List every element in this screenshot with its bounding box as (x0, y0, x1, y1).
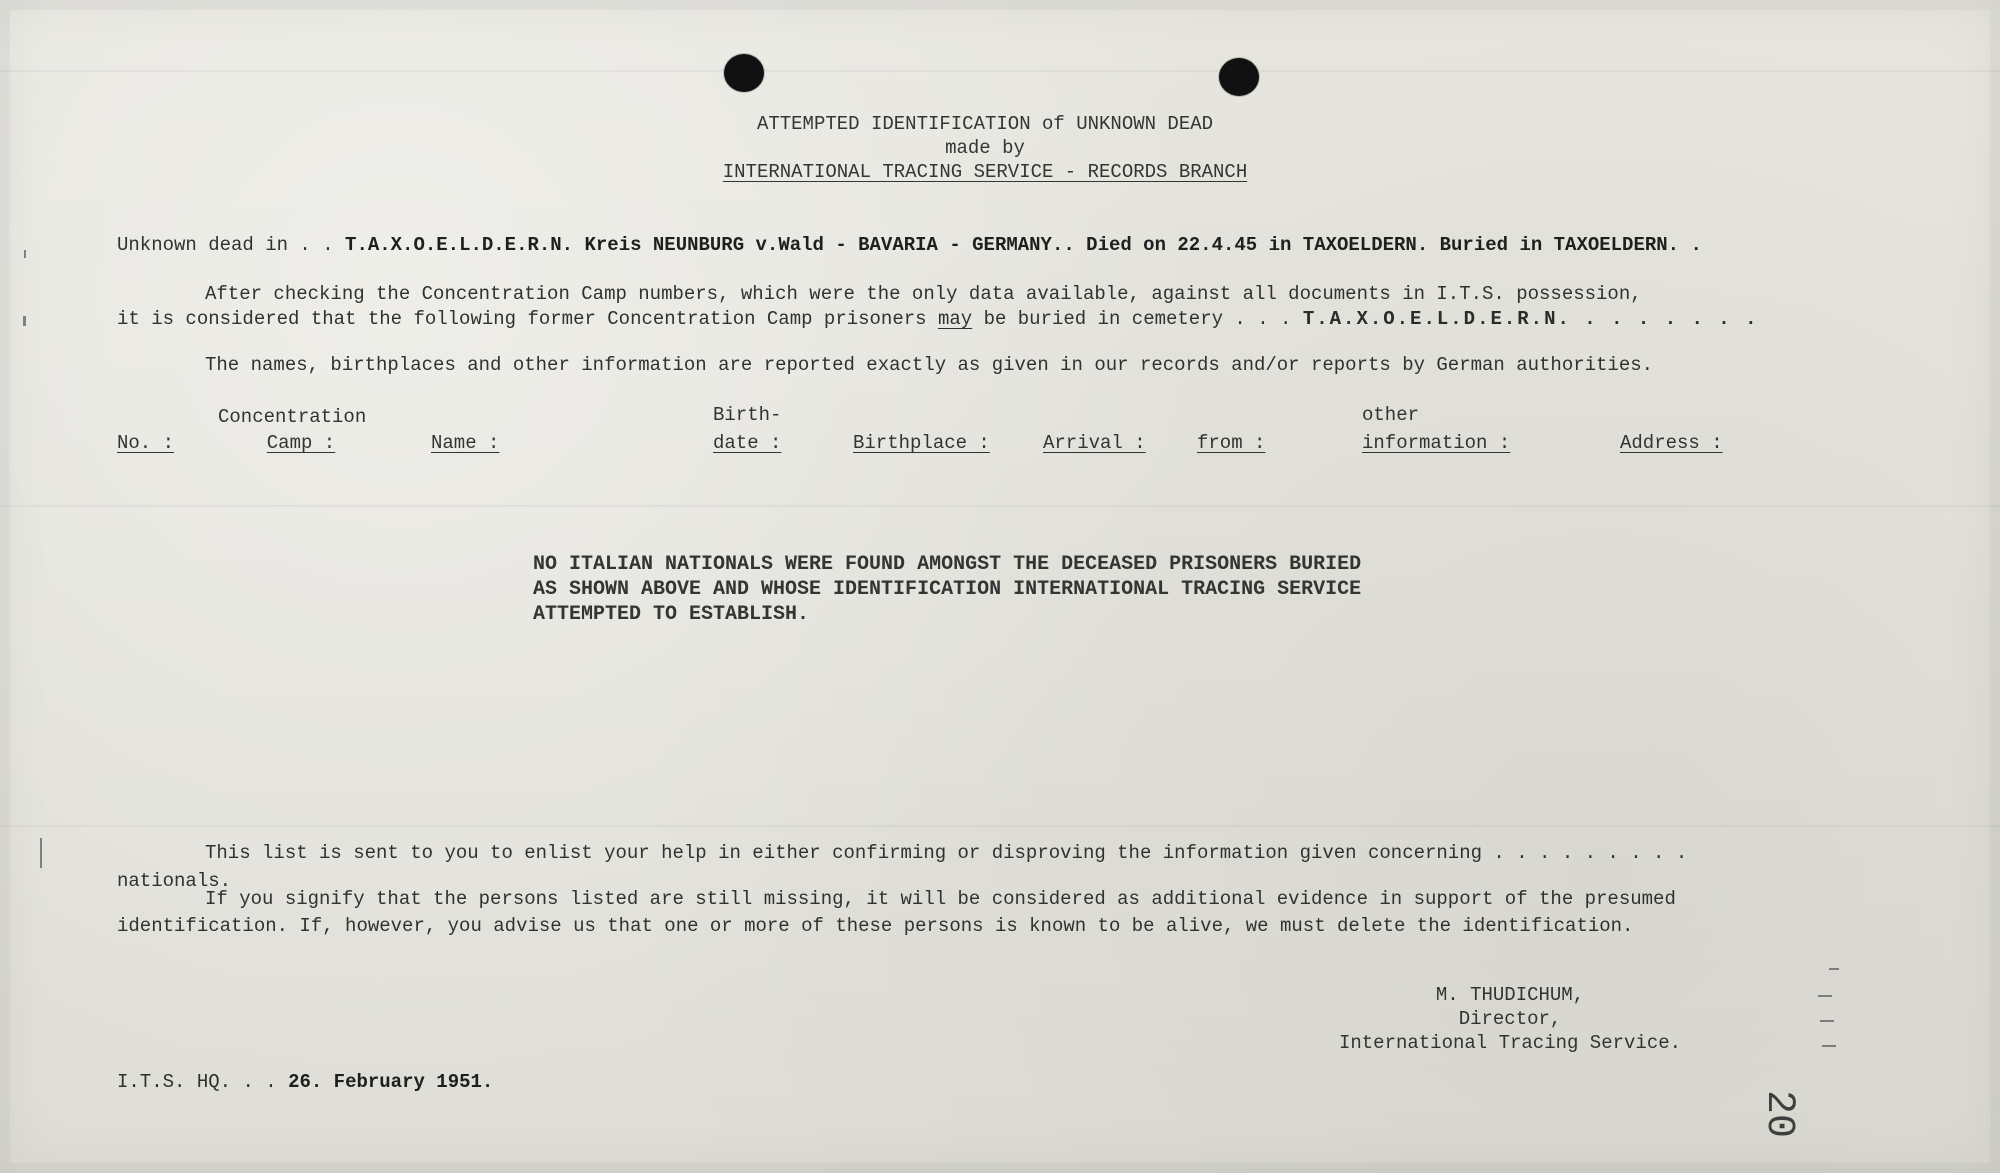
paragraph-1-suffix: be buried in cemetery . . . (983, 308, 1292, 330)
paragraph-1-line-1: After checking the Concentration Camp numbers, which were the only data available, against all documents in I.T.S. possession, (205, 283, 1642, 305)
closing-paragraph-2-line-1: If you signify that the persons listed are still missing, it will be considered as additional evidence in support of the presumed (205, 888, 1676, 910)
margin-mark-lower-left (40, 838, 42, 868)
closing-paragraph-2-line-2: identification. If, however, you advise us that one or more of these persons is known to be alive, we must delete the identification. (117, 915, 1634, 937)
column-birth-top: Birth- (713, 404, 782, 426)
margin-mark-top-left (24, 250, 26, 258)
document-title-block (640, 112, 1330, 184)
margin-mark-left (23, 316, 26, 326)
column-arrival: Arrival : (1043, 432, 1146, 454)
closing-paragraph-1-line-2: nationals. (117, 870, 232, 892)
column-no: No. : (117, 432, 175, 454)
document-issuer: INTERNATIONAL TRACING SERVICE - RECORDS BRANCH (722, 161, 1248, 183)
signature-block (1315, 983, 1705, 1055)
paragraph-2: The names, birthplaces and other information are reported exactly as given in our records and/or reports by German authorities. (205, 354, 1654, 376)
paragraph-1-line-2 (117, 307, 1759, 331)
footer-date: 26. February 1951. (288, 1071, 494, 1093)
paper-fold-line-top (0, 70, 2000, 72)
margin-mark-right-4 (1822, 1045, 1836, 1047)
document-title: ATTEMPTED IDENTIFICATION of UNKNOWN DEAD (756, 113, 1214, 135)
paper-fold-line-lower (0, 825, 2000, 827)
punch-hole-left (724, 54, 764, 92)
closing-paragraph-1-line-1: This list is sent to you to enlist your help in either confirming or disproving the information given concerning . . . . . . . . . (205, 842, 1688, 864)
column-name: Name : (431, 432, 500, 454)
margin-mark-right-3 (1820, 1020, 1834, 1022)
column-from: from : (1197, 432, 1266, 454)
column-birthdate: date : (713, 432, 782, 454)
footer-left (117, 1070, 493, 1094)
column-birthplace: Birthplace : (853, 432, 990, 454)
signatory-title: Director, (1458, 1008, 1562, 1030)
paragraph-1-may: may (937, 308, 973, 330)
document-subtitle: made by (945, 137, 1025, 159)
margin-mark-right-2 (1818, 995, 1832, 997)
unknown-dead-details: T.A.X.O.E.L.D.E.R.N. Kreis NEUNBURG v.Wald - BAVARIA - GERMANY.. Died on 22.4.45 in TAXOELDERN. Buried in TAXOELDERN. . (345, 234, 1702, 256)
punch-hole-right (1219, 58, 1259, 96)
footer-dots: . . (242, 1071, 277, 1093)
signatory-name: M. THUDICHUM, (1435, 984, 1585, 1006)
paragraph-1-prefix: it is considered that the following former Concentration Camp prisoners (117, 308, 927, 330)
notice-block (533, 552, 1433, 627)
notice-line-2: AS SHOWN ABOVE AND WHOSE IDENTIFICATION INTERNATIONAL TRACING SERVICE (533, 578, 1362, 601)
notice-line-1: NO ITALIAN NATIONALS WERE FOUND AMONGST THE DECEASED PRISONERS BURIED (533, 553, 1362, 576)
column-camp-top: Concentration (218, 406, 367, 428)
notice-line-3: ATTEMPTED TO ESTABLISH. (533, 603, 810, 626)
unknown-dead-line (117, 233, 1702, 257)
paragraph-1-cemetery: T.A.X.O.E.L.D.E.R.N. . . . . . . . (1302, 308, 1759, 330)
column-camp: Camp : (266, 432, 336, 454)
column-other-top: other (1362, 404, 1420, 426)
column-address: Address : (1620, 432, 1723, 454)
unknown-dead-prefix: Unknown dead in . . (117, 234, 334, 256)
column-other-information: information : (1362, 432, 1511, 454)
paper-fold-line-middle (0, 505, 2000, 507)
footer-org: I.T.S. HQ. (117, 1071, 232, 1093)
signatory-organization: International Tracing Service. (1338, 1032, 1682, 1054)
margin-mark-right-1 (1829, 968, 1839, 970)
page-number: 20 (1756, 1090, 1801, 1139)
